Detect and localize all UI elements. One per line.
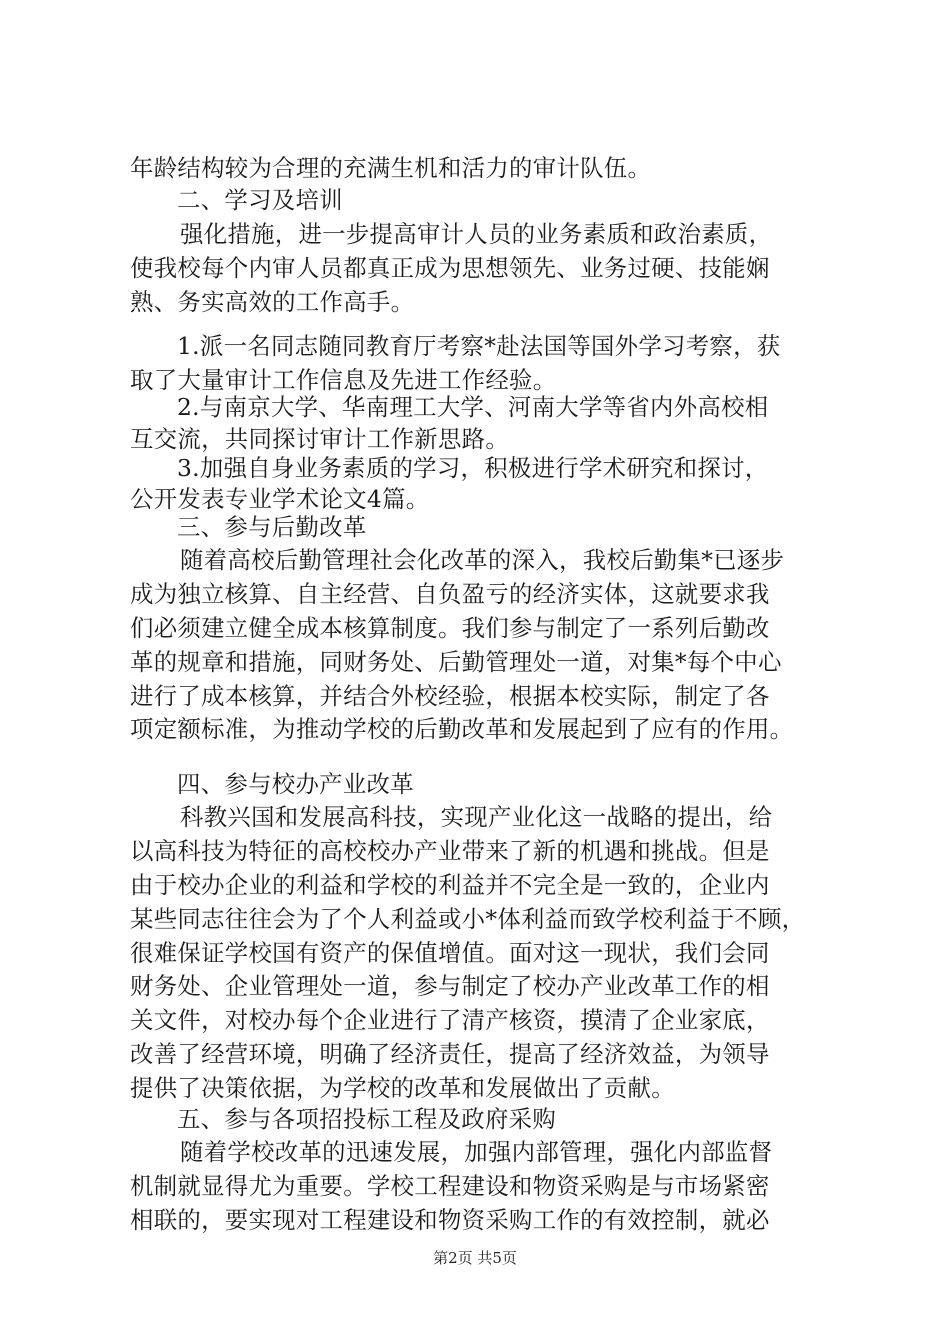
body-line: 以高科技为特征的高校校办产业带来了新的机遇和挑战。但是 bbox=[130, 837, 770, 865]
section-heading: 四、参与校办产业改革 bbox=[177, 770, 414, 798]
body-line: 3.加强自身业务素质的学习，积极进行学术研究和探讨， bbox=[177, 454, 769, 482]
body-line: 提供了决策依据，为学校的改革和发展做出了贡献。 bbox=[130, 1074, 675, 1102]
body-line: 很难保证学校国有资产的保值增值。面对这一现状，我们会同 bbox=[130, 939, 770, 967]
body-line: 2.与南京大学、华南理工大学、河南大学等省内外高校相 bbox=[177, 393, 769, 421]
body-line: 改善了经营环境，明确了经济责任，提高了经济效益，为领导 bbox=[130, 1040, 770, 1068]
body-line: 关文件，对校办每个企业进行了清产核资，摸清了企业家底， bbox=[130, 1006, 770, 1034]
body-line: 革的规章和措施，同财务处、后勤管理处一道，对集*每个中心 bbox=[130, 648, 782, 676]
body-line: 随着学校改革的迅速发展，加强内部管理，强化内部监督 bbox=[180, 1138, 773, 1166]
body-line: 公开发表专业学术论文4篇。 bbox=[130, 485, 430, 513]
body-line: 机制就显得尤为重要。学校工程建设和物资采购是与市场紧密 bbox=[130, 1172, 770, 1200]
body-line: 1.派一名同志随同教育厅考察*赴法国等国外学习考察，获 bbox=[177, 332, 781, 360]
body-line: 熟、务实高效的工作高手。 bbox=[130, 288, 415, 316]
body-line: 强化措施，进一步提高审计人员的业务素质和政治素质， bbox=[180, 220, 773, 248]
page-footer: 第2页 共5页 bbox=[433, 1249, 517, 1267]
body-line: 相联的，要实现对工程建设和物资采购工作的有效控制，就必 bbox=[130, 1206, 770, 1234]
body-line: 取了大量审计工作信息及先进工作经验。 bbox=[130, 366, 557, 394]
body-line: 使我校每个内审人员都真正成为思想领先、业务过硬、技能娴 bbox=[130, 254, 770, 282]
body-line: 科教兴国和发展高科技，实现产业化这一战略的提出，给 bbox=[180, 803, 773, 831]
body-line: 随着高校后勤管理社会化改革的深入，我校后勤集*已逐步 bbox=[180, 546, 785, 574]
section-heading: 三、参与后勤改革 bbox=[177, 513, 367, 541]
body-line: 项定额标准，为推动学校的后勤改革和发展起到了应有的作用。 bbox=[130, 715, 794, 743]
section-heading: 二、学习及培训 bbox=[177, 186, 343, 214]
body-line: 互交流，共同探讨审计工作新思路。 bbox=[130, 425, 510, 453]
body-line: 进行了成本核算，并结合外校经验，根据本校实际，制定了各 bbox=[130, 682, 770, 710]
body-line: 成为独立核算、自主经营、自负盈亏的经济实体，这就要求我 bbox=[130, 580, 770, 608]
body-line: 某些同志往往会为了个人利益或小*体利益而致学校利益于不顾， bbox=[130, 905, 806, 933]
body-line: 财务处、企业管理处一道，参与制定了校办产业改革工作的相 bbox=[130, 972, 770, 1000]
body-line: 由于校办企业的利益和学校的利益并不完全是一致的，企业内 bbox=[130, 871, 770, 899]
body-line: 年龄结构较为合理的充满生机和活力的审计队伍。 bbox=[130, 154, 652, 182]
body-line: 们必须建立健全成本核算制度。我们参与制定了一系列后勤改 bbox=[130, 614, 770, 642]
section-heading: 五、参与各项招投标工程及政府采购 bbox=[177, 1105, 557, 1133]
